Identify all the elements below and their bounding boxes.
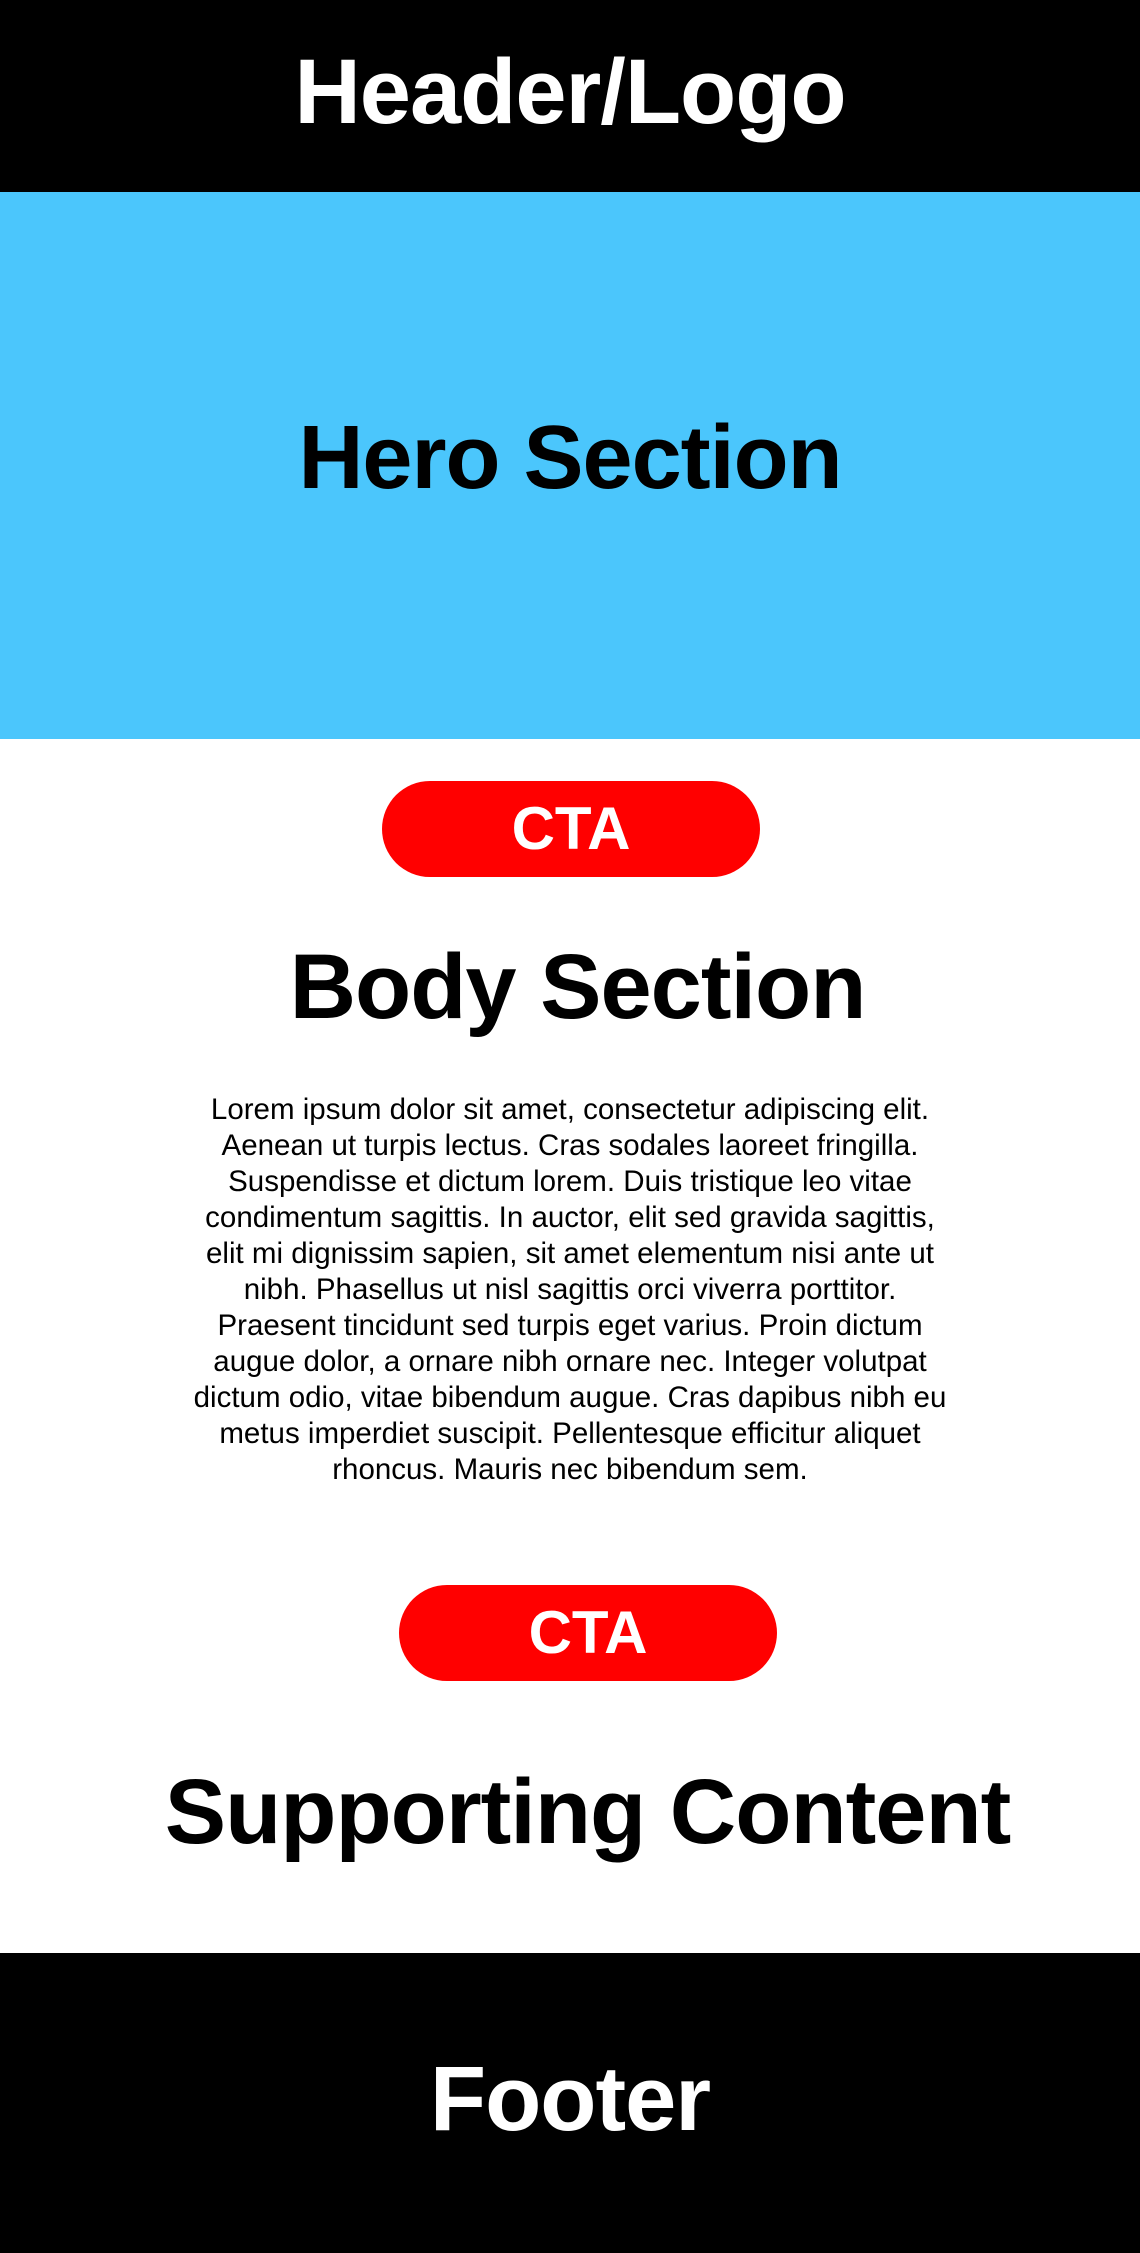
supporting-content-title: Supporting Content xyxy=(164,1761,1011,1863)
hero-section xyxy=(0,192,1140,739)
body-section-title: Body Section xyxy=(289,936,866,1038)
cta-button-top[interactable]: CTA xyxy=(382,781,760,877)
site-header xyxy=(0,0,1140,192)
site-footer xyxy=(0,1953,1140,2253)
footer-title: Footer xyxy=(429,2048,711,2150)
header-logo[interactable]: Header/Logo xyxy=(294,41,846,143)
hero-title: Hero Section xyxy=(298,407,842,508)
body-paragraph: Lorem ipsum dolor sit amet, consectetur adipiscing elit. Aenean ut turpis lectus. Cras sodales laoreet fringilla. Suspendisse et dictum lorem. Duis tristique leo vitae condimentum sagittis. In auctor, elit sed gravida sagittis, elit mi dignissim sapien, sit amet elementum nisi ante ut nibh. Phasellus ut nisl sagittis orci viverra porttitor. Praesent tincidunt sed turpis eget varius. Proin dictum augue dolor, a ornare nibh ornare nec. Integer volutpat dictum odio, vitae bibendum augue. Cras dapibus nibh eu metus imperdiet suscipit. Pellentesque efficitur aliquet rhoncus. Mauris nec bibendum sem. xyxy=(193,1093,947,1486)
cta-button-bottom[interactable]: CTA xyxy=(399,1585,777,1681)
